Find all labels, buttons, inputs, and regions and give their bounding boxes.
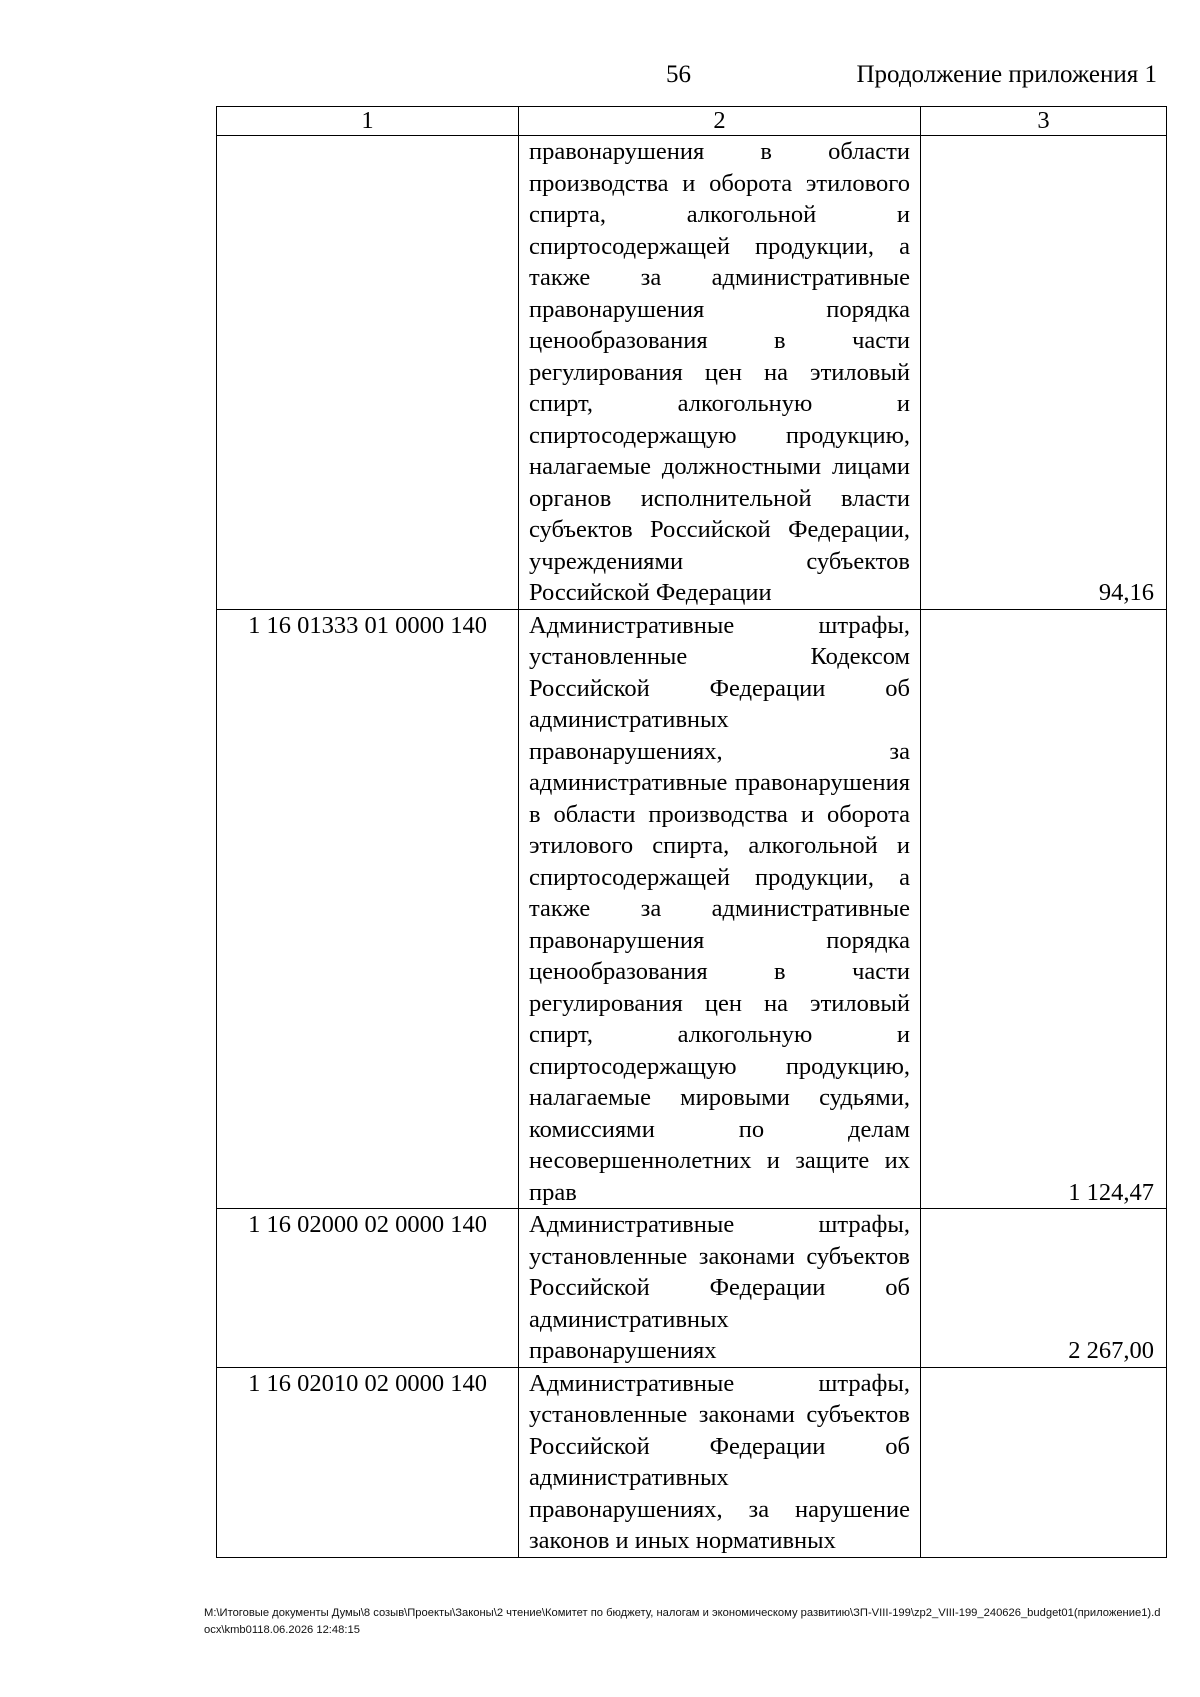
row-amount: 94,16 (921, 136, 1167, 610)
column-header-3: 3 (921, 107, 1167, 136)
table-row (217, 1367, 1167, 1557)
column-header-2: 2 (519, 107, 921, 136)
row-code: 1 16 02010 02 0000 140 (217, 1367, 519, 1557)
table-header-row (217, 107, 1167, 136)
table-row (217, 136, 1167, 610)
row-code: 1 16 02000 02 0000 140 (217, 1209, 519, 1368)
row-code (217, 136, 519, 610)
column-header-1: 1 (217, 107, 519, 136)
row-amount (921, 1367, 1167, 1557)
row-description: правонарушения в области производства и оборота этилового спирта, алкогольной и спиртосодержащей продукции, а также за административные правонарушения порядка ценообразования в части регулирования цен на этиловый спирт, алкогольную и спиртосодержащую продукцию, налагаемые должностными лицами органов исполнительной власти субъектов Российской Федерации, учреждениями субъектов Российской Федерации (519, 136, 921, 610)
row-code: 1 16 01333 01 0000 140 (217, 609, 519, 1209)
table-row (217, 1209, 1167, 1368)
continuation-title: Продолжение приложения 1 (856, 61, 1157, 88)
table-row (217, 609, 1167, 1209)
row-description: Административные штрафы, установленные законами субъектов Российской Федерации об административных правонарушениях (519, 1209, 921, 1368)
row-amount: 2 267,00 (921, 1209, 1167, 1368)
appendix-table (216, 106, 1167, 1558)
row-description: Административные штрафы, установленные законами субъектов Российской Федерации об административных правонарушениях, за нарушение законов и иных нормативных (519, 1367, 921, 1557)
page-number: 56 (666, 61, 691, 88)
row-amount: 1 124,47 (921, 609, 1167, 1209)
row-description: Административные штрафы, установленные Кодексом Российской Федерации об административных правонарушениях, за административные правонарушения в области производства и оборота этилового спирта, алкогольной и спиртосодержащей продукции, а также за административные правонарушения порядка ценообразования в части регулирования цен на этиловый спирт, алкогольную и спиртосодержащую продукцию, налагаемые мировыми судьями, комиссиями по делам несовершеннолетних и защите их прав (519, 609, 921, 1209)
footer-file-path: M:\Итоговые документы Думы\8 созыв\Проекты\Законы\2 чтение\Комитет по бюджету, налогам и экономическому развитию\ЗП-VIII-199\zp2_VIII-199_240626_budget01(приложение1).docx\kmb0118.06.2026 12:48:15 (204, 1607, 1161, 1636)
